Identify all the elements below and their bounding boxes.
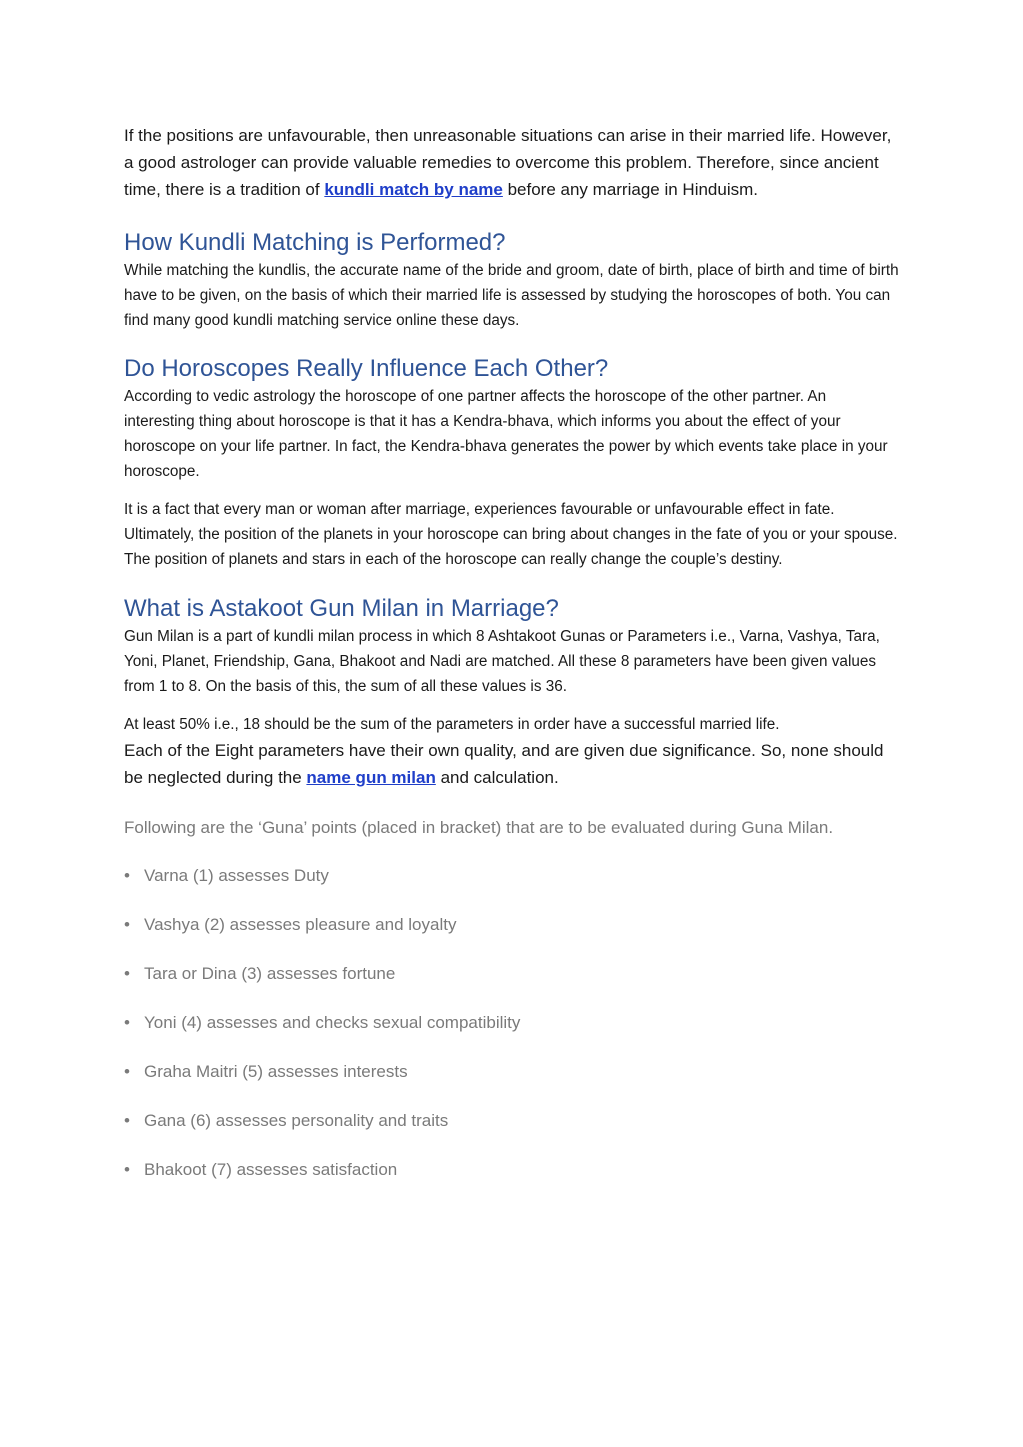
list-item <box>124 1158 900 1207</box>
section2-paragraph-1: According to vedic astrology the horoscope of one partner affects the horoscope of the other partner. An interesting thing about horoscope is that it has a Kendra-bhava, which informs you about the effect of your horoscope on your life partner. In fact, the Kendra-bhava generates the power by which events take place in your horoscope. <box>124 388 888 480</box>
list-item <box>124 913 900 962</box>
para2-text-after-link: and calculation. <box>435 768 559 787</box>
name-gun-milan-link[interactable]: name gun milan <box>306 768 436 787</box>
list-item <box>124 864 900 913</box>
kundli-match-by-name-link[interactable]: kundli match by name <box>324 180 503 199</box>
para2-text-before-link: Each of the Eight parameters have their own quality, and are given due significance. So, none should be neglected during the <box>124 741 884 787</box>
section3-paragraph-2-intro: At least 50% i.e., 18 should be the sum of the parameters in order have a successful married life. <box>124 716 780 733</box>
list-item <box>124 1011 900 1060</box>
intro-paragraph <box>124 122 900 203</box>
intro-text-before-link: If the positions are unfavourable, then unreasonable situations can arise in their married life. However, a good astrologer can provide valuable remedies to overcome this problem. Therefore, since ancient time, there is a tradition of <box>124 126 892 199</box>
bullet-icon: • <box>124 1013 130 1032</box>
heading-how-kundli-matching: How Kundli Matching is Performed? <box>124 229 506 256</box>
section3-paragraph-2-continuation <box>124 737 900 791</box>
heading-astakoot-gun-milan: What is Astakoot Gun Milan in Marriage? <box>124 595 559 622</box>
list-item-text: Gana (6) assesses personality and traits <box>144 1111 449 1130</box>
list-item-text: Yoni (4) assesses and checks sexual compatibility <box>144 1013 521 1032</box>
section3-paragraph-1: Gun Milan is a part of kundli milan process in which 8 Ashtakoot Gunas or Parameters i.e., Varna, Vashya, Tara, Yoni, Planet, Friendship, Gana, Bhakoot and Nadi are matched. All these 8 parameters have been given values from 1 to 8. On the basis of this, the sum of all these values is 36. <box>124 628 880 695</box>
bullet-icon: • <box>124 1160 130 1179</box>
bullet-icon: • <box>124 866 130 885</box>
heading-do-horoscopes-influence: Do Horoscopes Really Influence Each Other? <box>124 355 609 382</box>
bullet-icon: • <box>124 1062 130 1081</box>
intro-text-after-link: before any marriage in Hinduism. <box>502 180 758 199</box>
list-item-text: Bhakoot (7) assesses satisfaction <box>144 1160 398 1179</box>
list-item <box>124 1060 900 1109</box>
list-item-text: Tara or Dina (3) assesses fortune <box>144 964 396 983</box>
list-item <box>124 962 900 1011</box>
list-item-text: Varna (1) assesses Duty <box>144 866 329 885</box>
guna-list <box>124 864 900 1207</box>
document-page <box>124 122 900 1207</box>
bullet-icon: • <box>124 1111 130 1130</box>
guna-points-intro: Following are the ‘Guna’ points (placed in bracket) that are to be evaluated during Guna Milan. <box>124 818 834 837</box>
section1-paragraph: While matching the kundlis, the accurate name of the bride and groom, date of birth, place of birth and time of birth have to be given, on the basis of which their married life is assessed by studying the horoscopes of both. You can find many good kundli matching service online these days. <box>124 262 899 329</box>
list-item <box>124 1109 900 1158</box>
section2-paragraph-2: It is a fact that every man or woman after marriage, experiences favourable or unfavourable effect in fate. Ultimately, the position of the planets in your horoscope can bring about changes in the fate of you or your spouse. The position of planets and stars in each of the horoscope can really change the couple’s destiny. <box>124 501 898 568</box>
list-item-text: Vashya (2) assesses pleasure and loyalty <box>144 915 457 934</box>
list-item-text: Graha Maitri (5) assesses interests <box>144 1062 408 1081</box>
bullet-icon: • <box>124 964 130 983</box>
bullet-icon: • <box>124 915 130 934</box>
